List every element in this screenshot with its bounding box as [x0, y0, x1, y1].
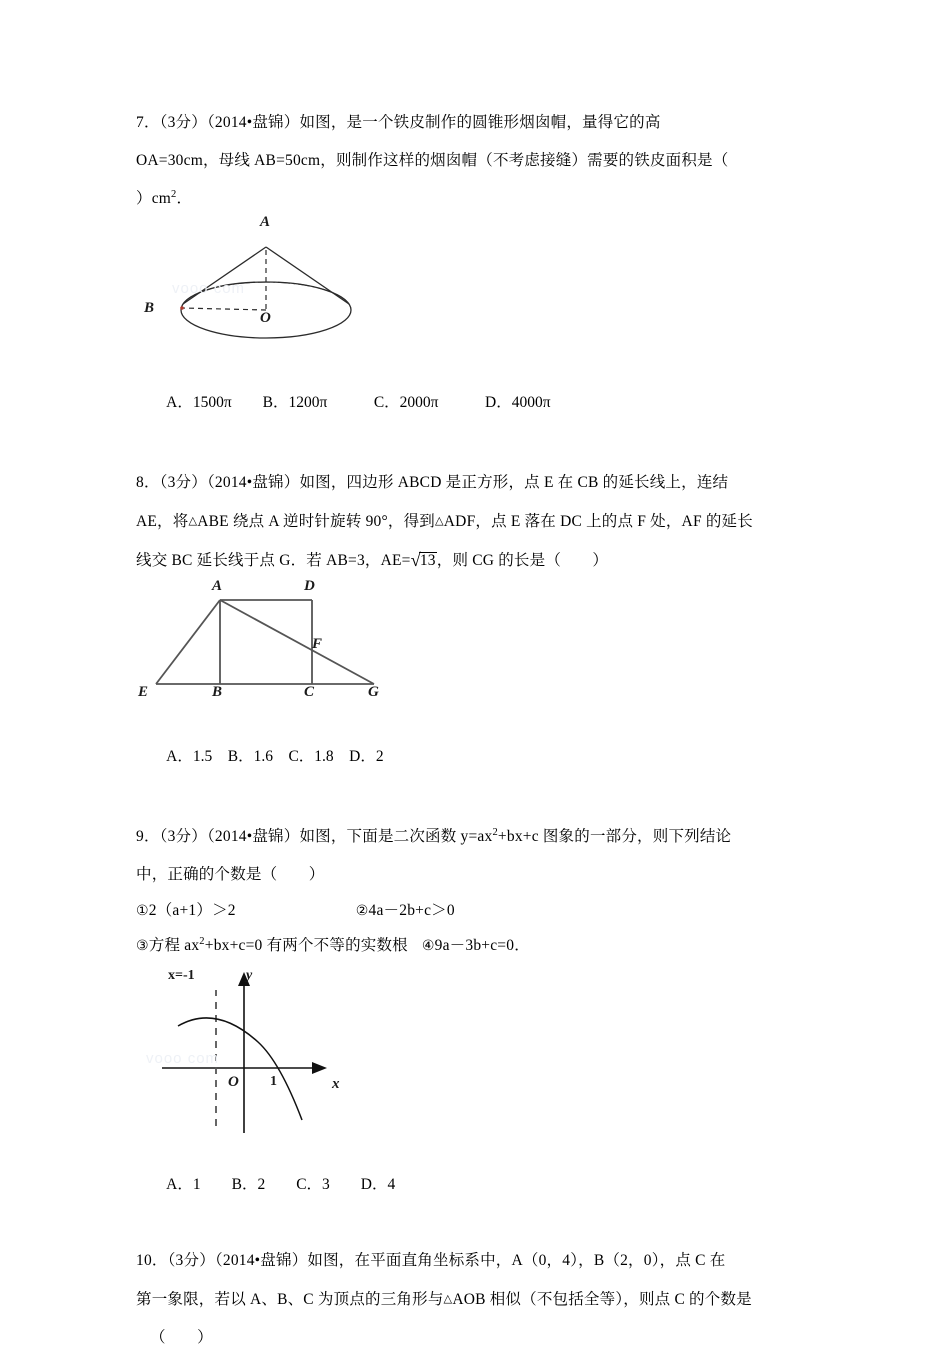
conclusion-3-text-a: 方程 ax — [148, 936, 200, 954]
x-axis-label: x — [332, 1075, 340, 1092]
question-7-line-2 — [136, 142, 836, 180]
question-8-points: （3分） — [159, 474, 207, 491]
question-8-text-1: 如图，四边形 ABCD 是正方形，点 E 在 CB 的延长线上，连结 — [299, 474, 729, 491]
conclusion-3-text-b: +bx+c=0 有两个不等的实数根 — [204, 936, 408, 954]
question-7-line-3 — [136, 180, 836, 218]
question-8-options-text: A．1.5 B．1.6 C．1.8 D．2 — [166, 747, 384, 765]
square-label-b: B — [212, 683, 223, 700]
question-8-line-1 — [136, 464, 836, 502]
conclusion-2-text: 4a－2b+c＞0 — [368, 901, 455, 919]
square-label-g: G — [368, 683, 379, 700]
question-8-options — [136, 706, 836, 808]
square-figure — [136, 577, 836, 700]
square-root-expression — [411, 541, 437, 580]
square-label-e: E — [138, 683, 149, 700]
question-7-source: （2014•盘锦） — [206, 114, 300, 131]
question-9-text-2: 中，正确的个数是（ ） — [136, 865, 325, 883]
question-10-line-3 — [136, 1319, 836, 1357]
radical-sign: √ — [410, 550, 421, 570]
question-10-text-2b: AOB 相似（不包括全等），则点 C 的个数是 — [452, 1290, 752, 1308]
questions-container — [136, 104, 836, 1357]
y-axis-label: y — [246, 967, 253, 983]
question-10-points: （3分） — [167, 1251, 215, 1269]
question-9 — [136, 818, 836, 1236]
conclusion-1-marker: ① — [136, 902, 149, 919]
question-10-text-2a: 第一象限，若以 A、B、C 为顶点的三角形与 — [136, 1290, 444, 1308]
question-7-text-1: 如图，是一个铁皮制作的圆锥形烟囱帽，量得它的高 — [299, 114, 661, 131]
square-label-d: D — [304, 577, 315, 594]
triangle-symbol: △ — [435, 515, 444, 527]
conclusion-2-marker: ② — [355, 902, 369, 919]
question-9-text-1b: +bx+c 图象的一部分，则下列结论 — [497, 827, 732, 845]
question-7-line-1 — [136, 104, 836, 142]
conclusion-3-exponent: 2 — [199, 935, 205, 947]
cone-label-o: O — [260, 310, 271, 326]
parabola-figure — [136, 964, 836, 1132]
triangle-symbol: △ — [443, 1292, 453, 1305]
radicand: 13 — [419, 551, 436, 569]
cone-label-apex: A — [260, 214, 271, 230]
question-10-text-1: 如图，在平面直角坐标系中，A（0，4），B（2，0），点 C 在 — [307, 1251, 726, 1269]
watermark-text: vooo com — [146, 1049, 220, 1067]
origin-label: O — [228, 1073, 239, 1090]
question-9-line-1 — [136, 818, 836, 856]
question-7-text-3-end: ． — [176, 190, 193, 207]
question-9-line-2 — [136, 856, 836, 894]
question-8-source: （2014•盘锦） — [206, 474, 300, 491]
question-7-options-text: A．1500π B．1200π C．2000π D．4000π — [166, 394, 551, 411]
question-10-text-3: （ ） — [150, 1328, 213, 1346]
conclusion-4-marker: ④ — [421, 937, 435, 954]
cone-label-b: B — [144, 300, 155, 316]
watermark-text: vooo com — [172, 280, 246, 297]
conclusion-3-marker: ③ — [136, 937, 149, 954]
question-8 — [136, 464, 836, 808]
question-8-text-3a: 线交 BC 延长线于点 G．若 AB=3，AE= — [136, 551, 411, 569]
square-svg — [144, 584, 404, 704]
question-9-options — [136, 1134, 836, 1236]
question-8-text-2a: AE，将 — [136, 513, 189, 530]
question-9-points: （3分） — [159, 827, 207, 845]
question-7-text-2: OA=30cm，母线 AB=50cm，则制作这样的烟囱帽（不考虑接缝）需要的铁皮面积是（ — [136, 152, 729, 169]
question-7-text-3: ）cm — [136, 190, 172, 207]
question-10 — [136, 1242, 836, 1357]
question-10-source: （2014•盘锦） — [214, 1251, 308, 1269]
square-label-a: A — [212, 577, 223, 594]
question-10-line-1 — [136, 1242, 836, 1280]
question-8-line-3 — [136, 541, 836, 580]
conclusion-1-text: 2（a+1）＞2 — [148, 901, 236, 919]
question-8-text-3b: ，则 CG 的长是（ ） — [436, 551, 609, 569]
question-10-line-2 — [136, 1280, 836, 1319]
cone-figure — [136, 214, 836, 348]
question-8-number: 8． — [136, 474, 160, 491]
question-7-unit-exponent: 2 — [171, 188, 177, 200]
square-label-f: F — [312, 635, 323, 652]
question-9-options-text: A．1 B．2 C．3 D．4 — [166, 1175, 396, 1193]
question-7-number: 7． — [136, 114, 160, 131]
question-9-number: 9． — [136, 827, 160, 845]
question-8-line-2 — [136, 502, 836, 541]
x-tick-label-1: 1 — [270, 1073, 277, 1089]
question-8-text-2b: ABE 绕点 A 逆时针旋转 90°，得到 — [197, 513, 435, 530]
triangle-symbol: △ — [188, 515, 198, 527]
axis-of-symmetry-label: x=-1 — [168, 967, 195, 983]
question-7-points: （3分） — [159, 114, 207, 131]
square-label-c: C — [304, 683, 315, 700]
question-9-conclusions-row-1 — [136, 894, 836, 928]
conclusion-4-text: 9a－3b+c=0． — [434, 936, 530, 954]
question-9-text-1a: 如图，下面是二次函数 y=ax — [299, 827, 493, 845]
question-9-conclusions-row-2 — [136, 928, 836, 964]
question-10-number: 10． — [136, 1251, 168, 1269]
question-8-text-2c: ADF，点 E 落在 DC 上的点 F 处，AF 的延长 — [443, 513, 753, 530]
question-7 — [136, 104, 836, 454]
question-9-source: （2014•盘锦） — [206, 827, 300, 845]
question-7-options — [136, 352, 836, 454]
question-9-exponent: 2 — [492, 826, 498, 838]
